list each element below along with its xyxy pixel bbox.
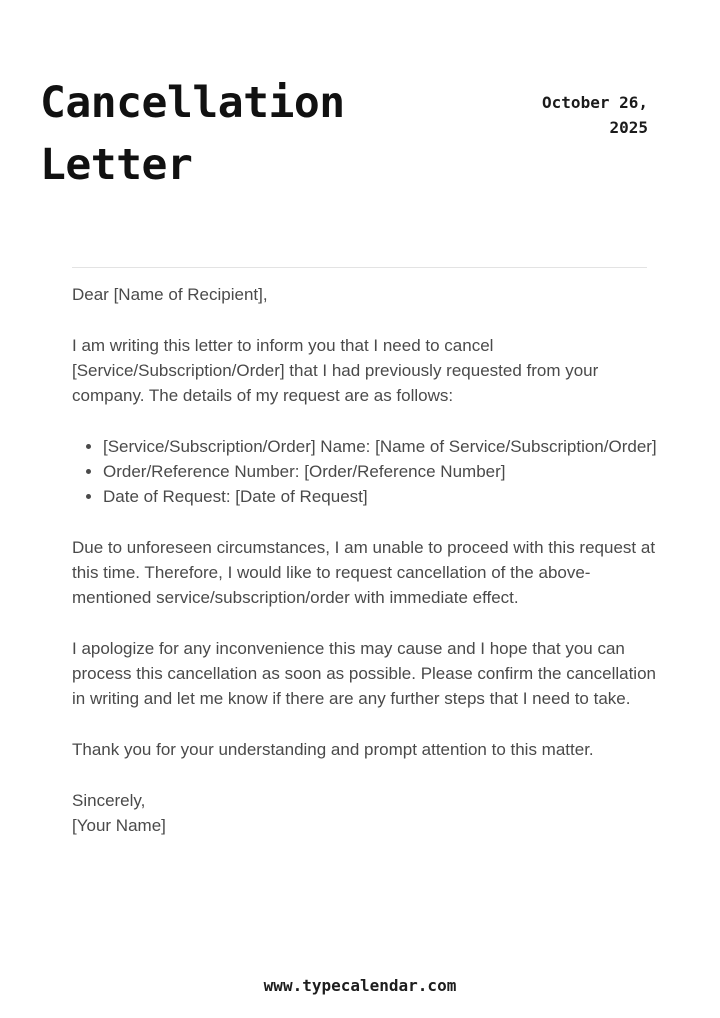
letter-body xyxy=(72,282,662,864)
detail-service-name: • [Service/Subscription/Order] Name: [Name of Service/Subscription/Order] xyxy=(103,434,662,459)
signature-placeholder: [Your Name] xyxy=(72,816,166,835)
letter-date xyxy=(458,90,648,140)
page-title: Cancellation Letter xyxy=(40,78,345,190)
date-line-year: 2025 xyxy=(609,118,648,137)
closing: Sincerely, xyxy=(72,791,146,810)
reason-paragraph: Due to unforeseen circumstances, I am unable to proceed with this request at this time. Therefore, I would like to request cancellation of the above-mentioned service/subscription/order with immediate effect. xyxy=(72,538,656,607)
intro-paragraph: I am writing this letter to inform you that I need to cancel [Service/Subscription/Order] that I had previously requested from your company. The details of my request are as follows: xyxy=(72,336,599,405)
request-details-list xyxy=(72,434,662,509)
date-line-month-day: October 26, xyxy=(542,93,648,112)
salutation: Dear [Name of Recipient], xyxy=(72,285,268,304)
detail-request-date: • Date of Request: [Date of Request] xyxy=(103,484,662,509)
thanks-paragraph: Thank you for your understanding and prompt attention to this matter. xyxy=(72,740,594,759)
signoff xyxy=(72,788,662,838)
detail-reference-number: • Order/Reference Number: [Order/Reference Number] xyxy=(103,459,662,484)
header-divider xyxy=(72,267,647,268)
website-footer: www.typecalendar.com xyxy=(263,976,457,995)
apology-paragraph: I apologize for any inconvenience this may cause and I hope that you can process this cancellation as soon as possible. Please confirm the cancellation in writing and let me know if there are any further steps that I need to take. xyxy=(72,639,656,708)
